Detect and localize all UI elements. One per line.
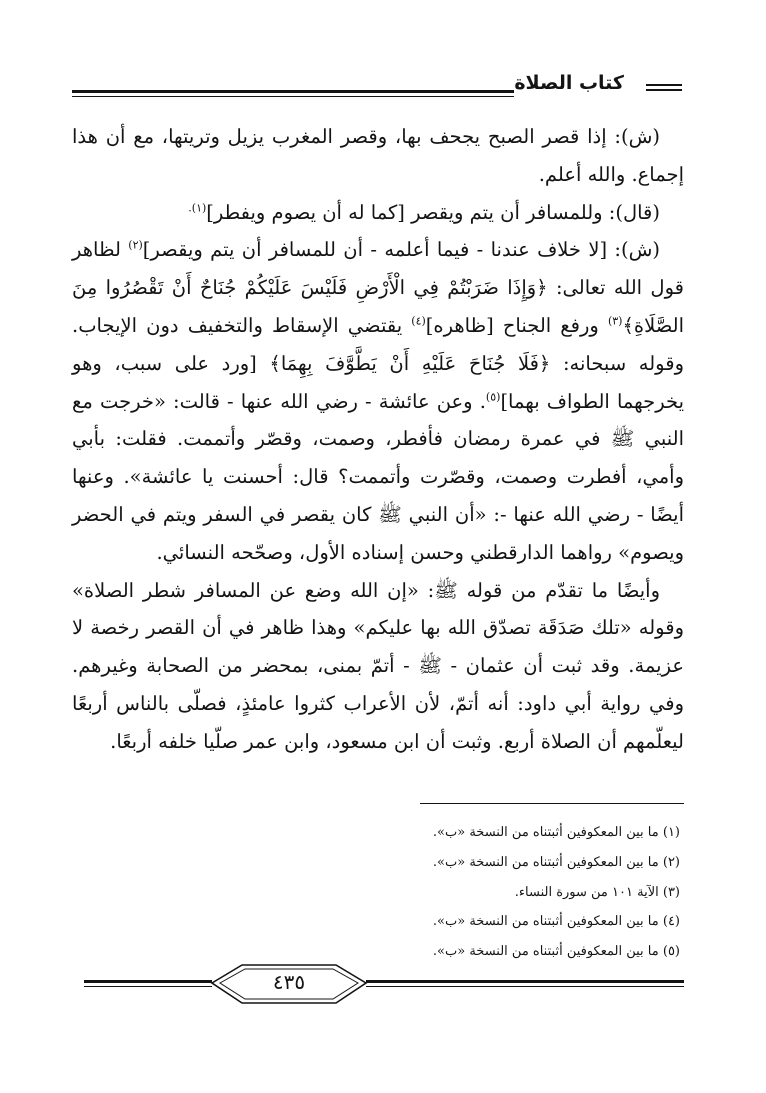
main-text xyxy=(72,118,684,761)
page-number: ٤٣٥ xyxy=(272,970,306,994)
paragraph-text: (ش): إذا قصر الصبح يجحف بها، وقصر المغرب يزيل وتريتها، مع أن هذا إجماع. والله أعلم. xyxy=(72,125,684,186)
footnote: (١) ما بين المعكوفين أثبتناه من النسخة «ب». xyxy=(432,825,680,840)
footnotes xyxy=(72,818,680,967)
footnote-ref: (٥) xyxy=(485,390,501,404)
footer-rule-ornament xyxy=(84,961,684,1007)
footnote-ref: (٣) xyxy=(607,314,623,328)
footnote-ref: (٢) xyxy=(128,238,143,252)
header-rule xyxy=(72,90,514,98)
header-ornament xyxy=(642,83,682,92)
paragraph-text: وأيضًا ما تقدّم من قوله ﷺ: «إن الله وضع عن المسافر شطر الصلاة» وقوله «تلك صَدَقَة تصدّق الله بها عليكم» وهذا ظاهر في أن القصر رخصة لا عزيمة. وقد ثبت أن عثمان - ﷺ - أتمّ بمنى، بمحضر من الصحابة وغيرهم. وفي رواية أبي داود: أنه أتمّ، لأن الأعراب كثروا عامئذٍ، فصلّى بالناس أربعًا ليعلّمهم أن الصلاة أربع. وثبت أن ابن مسعود، وابن عمر صلّيا خلفه أربعًا. xyxy=(72,578,684,753)
paragraph-text: (ش): [لا خلاف عندنا - فيما أعلمه - أن للمسافر أن يتم ويقصر] xyxy=(142,238,661,262)
page-footer-ornament xyxy=(84,961,684,1007)
paragraph-text: (قال): وللمسافر أن يتم ويقصر [كما له أن يصوم ويفطر] xyxy=(206,200,660,224)
footnote-ref: (١). xyxy=(188,201,207,215)
footnote: (٥) ما بين المعكوفين أثبتناه من النسخة «ب». xyxy=(432,944,680,960)
running-header xyxy=(72,70,684,106)
paragraph xyxy=(72,231,684,571)
paragraph-text: ورفع الجناح [ظاهره] xyxy=(425,313,608,337)
paragraph-text: يقتضي الإسقاط والتخفيف دون الإيجاب. وقوله سبحانه: ﴿فَلَا جُنَاحَ عَلَيْهِ أَنْ يَطَّوَّفَ بِهِمَا﴾ [ورد على سبب، وهو يخرجهما الطواف بهما] xyxy=(72,313,684,413)
paragraph xyxy=(72,118,684,194)
footnote-separator xyxy=(420,803,684,804)
chapter-title: كتاب الصلاة xyxy=(514,72,624,94)
paragraph xyxy=(72,194,684,232)
footnote: (٤) ما بين المعكوفين أثبتناه من النسخة «ب». xyxy=(432,914,680,930)
footnote: (٢) ما بين المعكوفين أثبتناه من النسخة «ب». xyxy=(432,854,680,870)
footnote: (٣) الآية ١٠١ من سورة النساء. xyxy=(514,884,680,900)
footnote-ref: (٤) xyxy=(411,314,426,328)
paragraph-text: . وعن عائشة - رضي الله عنها - قالت: «خرجت مع النبي ﷺ في عمرة رمضان فأفطر، وصمت، وقصّر وأتممت. فقلت: بأبي وأمي، أفطرت وصمت، وقصّرت وأتممت؟ قال: أحسنت يا عائشة». وعنها أيضًا - رضي الله عنها -: «أن النبي ﷺ كان يقصر في السفر ويتم في الحضر ويصوم» رواهما الدارقطني وحسن إسناده الأول، وصحّحه النسائي. xyxy=(72,389,684,564)
paragraph xyxy=(72,572,684,761)
paragraph-text: لظاهر قول الله تعالى: ﴿وَإِذَا ضَرَبْتُمْ فِي الْأَرْضِ فَلَيْسَ عَلَيْكُمْ جُنَاحٌ أَنْ تَقْصُرُوا مِنَ الصَّلَاةِ﴾ xyxy=(72,238,684,337)
